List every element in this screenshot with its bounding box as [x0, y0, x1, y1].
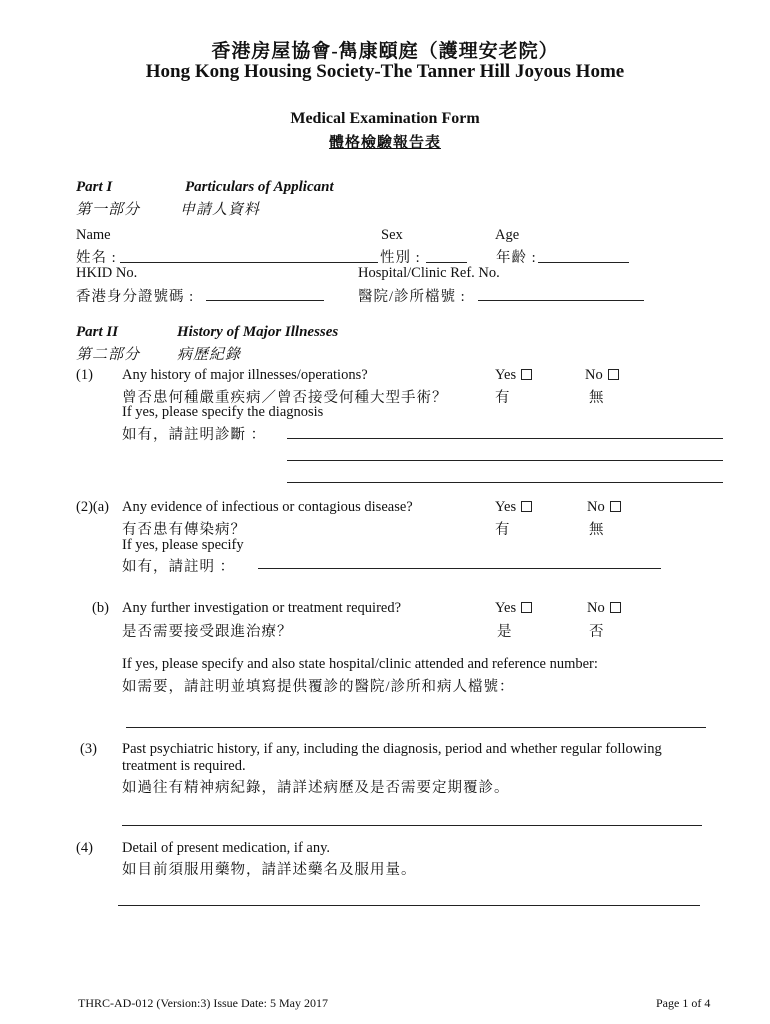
q2b-specify-cn: 如需要，請註明並填寫提供覆診的醫院/診所和病人檔號：	[122, 679, 515, 695]
q1-no-option[interactable]	[585, 367, 619, 384]
org-name-en: Hong Kong Housing Society-The Tanner Hill Joyous Home	[145, 61, 625, 82]
q2a-yes-label-cn: 有	[495, 522, 511, 538]
q2a-no-label-cn: 無	[589, 522, 605, 538]
form-title-en: Medical Examination Form	[290, 110, 480, 127]
q1-question: Any history of major illnesses/operations?	[122, 367, 368, 383]
hkid-label: HKID No.	[76, 265, 138, 281]
q2b-yes-option[interactable]	[495, 600, 532, 617]
q1-number: (1)	[76, 367, 93, 383]
hkid-field[interactable]	[206, 300, 324, 301]
part1-title: Particulars of Applicant	[185, 179, 334, 195]
name-label: Name	[76, 227, 111, 243]
part1-label: Part I	[76, 179, 113, 195]
q2b-no-checkbox[interactable]	[610, 602, 621, 613]
q2a-specify-line[interactable]	[258, 568, 661, 569]
q2b-specify-line[interactable]	[126, 727, 706, 728]
q2b-yes-label: Yes	[495, 600, 517, 616]
form-title-cn: 體格檢驗報告表	[328, 135, 441, 151]
q1-diagnosis-line-3[interactable]	[287, 482, 723, 483]
ref-no-label: Hospital/Clinic Ref. No.	[358, 265, 500, 281]
q1-diagnosis-line-1[interactable]	[287, 438, 723, 439]
part2-title-cn: 病歷紀錄	[177, 347, 242, 363]
footer-doc-ref: THRC-AD-012 (Version:3) Issue Date: 5 May 2017	[78, 996, 328, 1010]
q2a-no-option[interactable]	[587, 499, 621, 516]
q1-question-cn: 曾否患何種嚴重疾病／曾否接受何種大型手術？	[122, 390, 448, 406]
q2a-no-checkbox[interactable]	[610, 501, 621, 512]
q1-yes-option[interactable]	[495, 367, 532, 384]
q4-question-cn: 如目前須服用藥物，請詳述藥名及服用量。	[122, 862, 417, 878]
ref-no-field[interactable]	[478, 300, 644, 301]
q2a-yes-option[interactable]	[495, 499, 532, 516]
q2b-question-cn: 是否需要接受跟進治療？	[122, 624, 293, 640]
q2b-question: Any further investigation or treatment required?	[122, 600, 402, 616]
q2a-question-cn: 有否患有傳染病？	[122, 522, 246, 538]
q2b-no-option[interactable]	[587, 600, 621, 617]
q2a-no-label: No	[587, 499, 605, 515]
q1-yes-label-cn: 有	[495, 390, 511, 406]
part1-label-cn: 第一部分	[76, 202, 141, 218]
q2a-yes-checkbox[interactable]	[521, 501, 532, 512]
part2-label: Part II	[76, 324, 119, 340]
age-field[interactable]	[538, 262, 629, 263]
q2b-no-label-cn: 否	[589, 624, 605, 640]
ref-no-label-cn: 醫院/診所檔號 :	[358, 289, 466, 305]
q1-specify: If yes, please specify the diagnosis	[122, 404, 324, 420]
age-label-cn: 年齡 :	[496, 250, 537, 266]
q1-diagnosis-line-2[interactable]	[287, 460, 723, 461]
q3-question-line-2: treatment is required.	[122, 758, 246, 774]
sex-field[interactable]	[426, 262, 467, 263]
q1-no-checkbox[interactable]	[608, 369, 619, 380]
q2a-yes-label: Yes	[495, 499, 517, 515]
q3-question-cn: 如過往有精神病紀錄，請詳述病歷及是否需要定期覆診。	[122, 780, 510, 796]
q4-number: (4)	[76, 840, 93, 856]
q1-specify-cn: 如有，請註明診斷 ：	[122, 427, 267, 443]
q2b-yes-label-cn: 是	[497, 624, 513, 640]
q2a-specify: If yes, please specify	[122, 537, 244, 553]
q1-yes-label: Yes	[495, 367, 517, 383]
sex-label-cn: 性別 :	[380, 250, 421, 266]
q4-answer-line[interactable]	[118, 905, 700, 906]
q2a-question: Any evidence of infectious or contagious disease?	[122, 499, 413, 515]
hkid-label-cn: 香港身分證號碼 :	[76, 289, 195, 305]
q2b-specify: If yes, please specify and also state hospital/clinic attended and reference number:	[122, 656, 598, 672]
q3-question-line-1: Past psychiatric history, if any, including the diagnosis, period and whether regular following	[122, 741, 662, 757]
sex-label: Sex	[381, 227, 403, 243]
part1-title-cn: 申請人資料	[180, 202, 261, 218]
name-field[interactable]	[120, 262, 378, 263]
org-name-cn: 香港房屋協會-雋康頤庭（護理安老院）	[211, 41, 559, 62]
q4-question: Detail of present medication, if any.	[122, 840, 331, 856]
footer-page-number: Page 1 of 4	[656, 996, 711, 1010]
q2b-no-label: No	[587, 600, 605, 616]
q3-number: (3)	[80, 741, 97, 757]
q1-no-label: No	[585, 367, 603, 383]
q2a-number: (2)(a)	[76, 499, 110, 515]
name-label-cn: 姓名 :	[76, 250, 117, 266]
part2-title: History of Major Illnesses	[177, 324, 339, 340]
q2b-yes-checkbox[interactable]	[521, 602, 532, 613]
q1-no-label-cn: 無	[589, 390, 605, 406]
q2a-specify-cn: 如有，請註明 ：	[122, 559, 236, 575]
q2b-number: (b)	[92, 600, 109, 616]
age-label: Age	[495, 227, 520, 243]
part2-label-cn: 第二部分	[76, 347, 141, 363]
q1-yes-checkbox[interactable]	[521, 369, 532, 380]
q3-answer-line[interactable]	[122, 825, 702, 826]
